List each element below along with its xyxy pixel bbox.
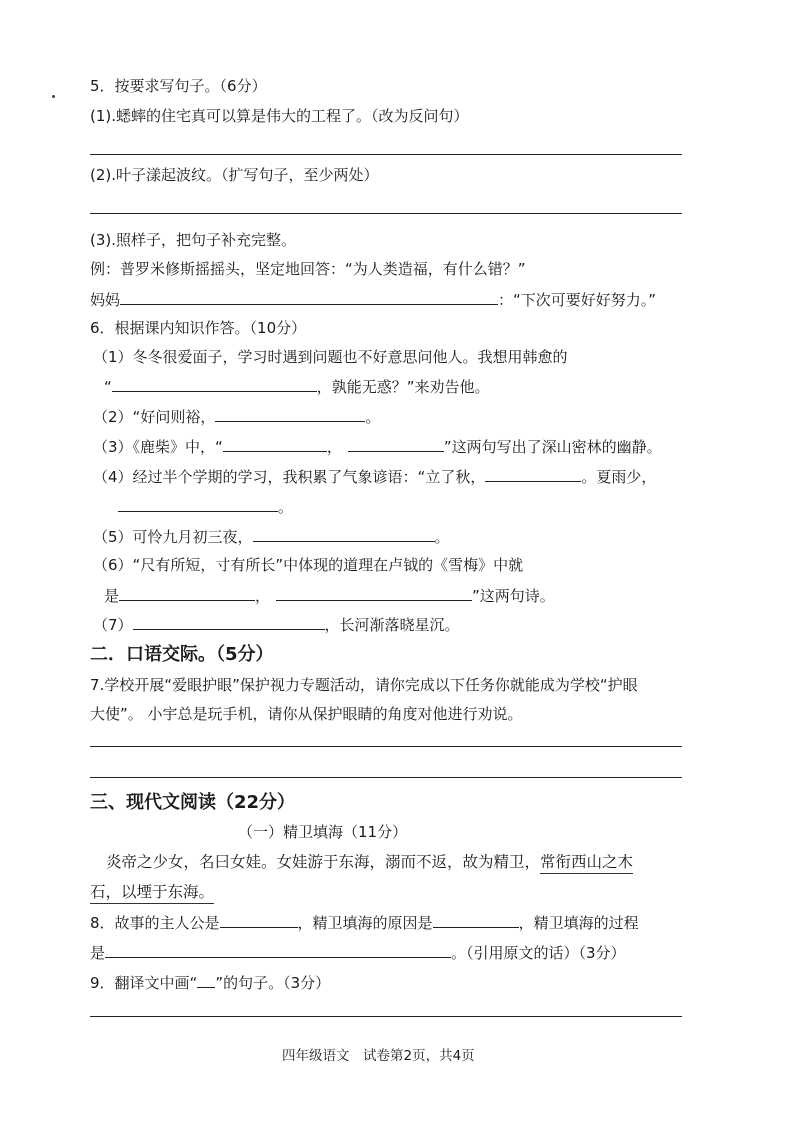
q6-item-1a: （1）冬冬很爱面子，学习时遇到问题也不好意思问他人。我想用韩愈的 <box>93 348 568 366</box>
q5-example: 例：普罗米修斯摇摇头，坚定地回答：“为人类造福，有什么错？” <box>90 260 526 278</box>
q8-part-1: 8．故事的主人公是 <box>90 914 220 932</box>
q5-title: 5．按要求写句子。（6分） <box>90 77 267 95</box>
blank-6-5[interactable] <box>253 526 435 542</box>
q5-sentence-1: (1).蟋蟀的住宅真可以算是伟大的工程了。（改为反问句） <box>90 107 469 125</box>
section-3-title: 三、现代文阅读（22分） <box>90 792 296 813</box>
blank-8-3[interactable] <box>105 942 451 958</box>
q6-item-6b <box>104 585 555 606</box>
q5-sentence-3: (3).照样子，把句子补充完整。 <box>90 231 297 249</box>
blank-6-1[interactable] <box>112 376 317 392</box>
q8-part-5: 。（引用原文的话）（3分） <box>451 944 626 962</box>
q9-prefix: 9．翻译文中画“ <box>90 974 198 992</box>
q6-title: 6．根据课内知识作答。（10分） <box>90 319 307 337</box>
q7-line-b: 大使”。 小宇总是玩手机，请你从保护眼睛的角度对他进行劝说。 <box>90 705 523 723</box>
blank-6-6b[interactable] <box>276 585 472 601</box>
q9-suffix: ”的句子。（3分） <box>215 974 331 992</box>
q5-sentence-2: (2).叶子漾起波纹。（扩写句子，至少两处） <box>90 166 379 184</box>
blank-6-3a[interactable] <box>223 436 327 452</box>
q8-part-2: ，精卫填海的原因是 <box>297 914 433 932</box>
blank-8-2[interactable] <box>433 912 519 928</box>
answer-line-7-1[interactable] <box>90 746 682 747</box>
q8-line-b <box>90 942 626 963</box>
q8-part-4: 是 <box>90 944 106 962</box>
q6-item-3 <box>93 436 662 457</box>
answer-line-7-2[interactable] <box>90 777 682 778</box>
passage-line-1 <box>106 852 633 872</box>
answer-line-9[interactable] <box>90 1016 682 1017</box>
blank-6-4b[interactable] <box>118 496 278 512</box>
margin-dot <box>52 95 55 98</box>
blank-6-7[interactable] <box>133 614 325 630</box>
item-6b-suffix: ”这两句诗。 <box>472 587 555 605</box>
passage-line-2 <box>90 882 214 902</box>
item-3-suffix: ”这两句写出了深山密林的幽静。 <box>443 438 662 456</box>
mom-prefix: 妈妈 <box>90 291 121 309</box>
passage-underlined-2: 石，以堙于东海。 <box>90 883 214 904</box>
quote-open: “ <box>104 378 112 396</box>
passage-title: （一）精卫填海（11分） <box>238 823 408 841</box>
q6-item-7 <box>93 614 460 635</box>
q6-item-5 <box>93 526 450 547</box>
q6-item-2 <box>93 406 380 427</box>
q6-item-4b <box>118 496 293 517</box>
item-6b-mid: ， <box>255 587 271 605</box>
item-2-prefix: （2）“好问则裕， <box>93 408 216 426</box>
item-2-suffix: 。 <box>365 408 381 426</box>
mom-blank[interactable] <box>120 289 498 305</box>
item-1b-suffix: ，孰能无惑？”来劝告他。 <box>316 378 490 396</box>
item-7-suffix: ，长河渐落晓星沉。 <box>324 616 460 634</box>
item-7-prefix: （7） <box>93 616 133 634</box>
q8-line-a <box>90 912 639 933</box>
passage-underlined-1: 常衔西山之木 <box>540 853 633 874</box>
q7-line-a: 7.学校开展“爱眼护眼”保护视力专题活动，请你完成以下任务你就能成为学校“护眼 <box>90 676 638 694</box>
blank-6-3b[interactable] <box>348 436 444 452</box>
blank-6-4a[interactable] <box>485 466 581 482</box>
item-4-mid: 。夏雨少， <box>581 468 657 486</box>
item-5-prefix: （5）可怜九月初三夜， <box>93 528 253 546</box>
item-6b-prefix: 是 <box>104 587 120 605</box>
blank-6-2[interactable] <box>215 406 365 422</box>
item-4-prefix: （4）经过半个学期的学习，我积累了气象谚语：“立了秋， <box>93 468 486 486</box>
item-3-prefix: （3）《鹿柴》中，“ <box>93 438 223 456</box>
answer-line-5-2[interactable] <box>90 213 682 214</box>
q9-line <box>90 972 330 993</box>
q8-part-3: ，精卫填海的过程 <box>518 914 639 932</box>
q9-underline-mark <box>197 972 215 988</box>
blank-8-1[interactable] <box>220 912 298 928</box>
item-4b-suffix: 。 <box>278 498 294 516</box>
q5-mom-line <box>90 289 656 310</box>
item-5-suffix: 。 <box>434 528 450 546</box>
q6-item-1b <box>104 376 490 397</box>
passage-plain: 炎帝之少女，名曰女娃。女娃游于东海，溺而不返，故为精卫， <box>106 853 541 871</box>
blank-6-6a[interactable] <box>119 585 255 601</box>
q6-item-4a <box>93 466 656 487</box>
item-3-mid: ， <box>326 438 342 456</box>
mom-suffix: ：“下次可要好好努力。” <box>498 291 657 309</box>
answer-line-5-1[interactable] <box>90 154 682 155</box>
page-footer: 四年级语文 试卷第2页，共4页 <box>282 1048 475 1064</box>
q6-item-6a: （6）“尺有所短，寸有所长”中体现的道理在卢钺的《雪梅》中就 <box>93 556 524 574</box>
section-2-title: 二．口语交际。（5分） <box>90 644 274 665</box>
